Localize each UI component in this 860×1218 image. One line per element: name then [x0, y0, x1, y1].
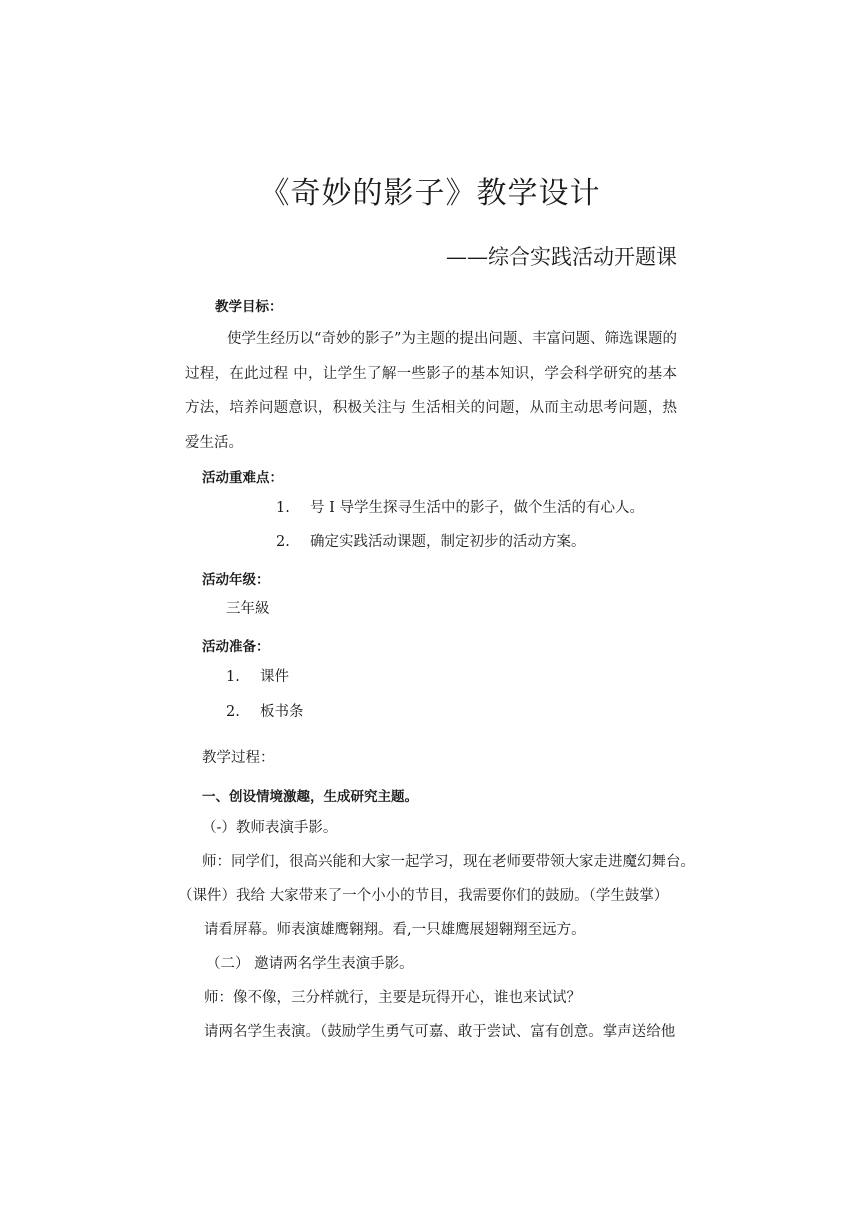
body-line: 师：像不像，三分样就行，主要是玩得开心，谁也来试试？	[204, 990, 581, 1006]
list-text: 确定实践活动课题，制定初步的活动方案。	[310, 534, 586, 550]
body-line: 请看屏幕。师表演雄鹰翱翔。看,一只雄鹰展翅翱翔至远方。	[204, 922, 586, 938]
key-point-item	[276, 491, 644, 525]
list-number: 2.	[226, 704, 240, 720]
goals-paragraph: 使学生经历以“奇妙的影子”为主题的提出问题、丰富问题、筛选课题的过程，在此过程 中，让学生了解一些影子的基本知识，学会科学研究的基本方法，培养问题意识，积极关注与 生活相关的问题，从而主动思考问题，热爱生活。	[185, 331, 677, 451]
prep-item	[226, 660, 289, 694]
list-text: 课件	[260, 669, 289, 685]
prep-heading: 活动准备：	[202, 639, 270, 655]
list-number: 1.	[226, 669, 240, 685]
page-subtitle: ——综合实践活动开题课	[446, 245, 677, 269]
prep-item	[226, 695, 304, 729]
body-line: 请两名学生表演。（鼓励学生勇气可嘉、敢于尝试、富有创意。掌声送给他	[204, 1024, 676, 1040]
process-heading: 教学过程：	[202, 750, 275, 766]
section-heading: 一、创设情境激趣，生成研究主题。	[202, 789, 418, 805]
grade-value: 三年級	[226, 601, 270, 617]
list-number: 1.	[276, 500, 290, 516]
list-text: 板书条	[260, 704, 304, 720]
goals-heading: 教学目标：	[215, 299, 283, 315]
list-number: 2.	[276, 534, 290, 550]
page-title: 《奇妙的影子》教学设计	[259, 176, 601, 211]
key-point-item	[276, 525, 586, 559]
grade-heading: 活动年级：	[202, 572, 270, 588]
list-text: 号 I 导学生探寻生活中的影子，做个生活的有心人。	[310, 500, 644, 516]
body-line: （课件）我给 大家带来了一个小小的节目，我需要你们的鼓励。（学生鼓掌）	[178, 888, 669, 904]
subsection-heading: （二） 邀请两名学生表演手影。	[206, 956, 414, 972]
subsection-heading: （-）教师表演手影。	[202, 820, 338, 836]
key-points-heading: 活动重难点：	[202, 470, 283, 486]
body-line: 师：同学们，很高兴能和大家一起学习，现在老师要带领大家走进魔幻舞台。	[202, 854, 695, 870]
